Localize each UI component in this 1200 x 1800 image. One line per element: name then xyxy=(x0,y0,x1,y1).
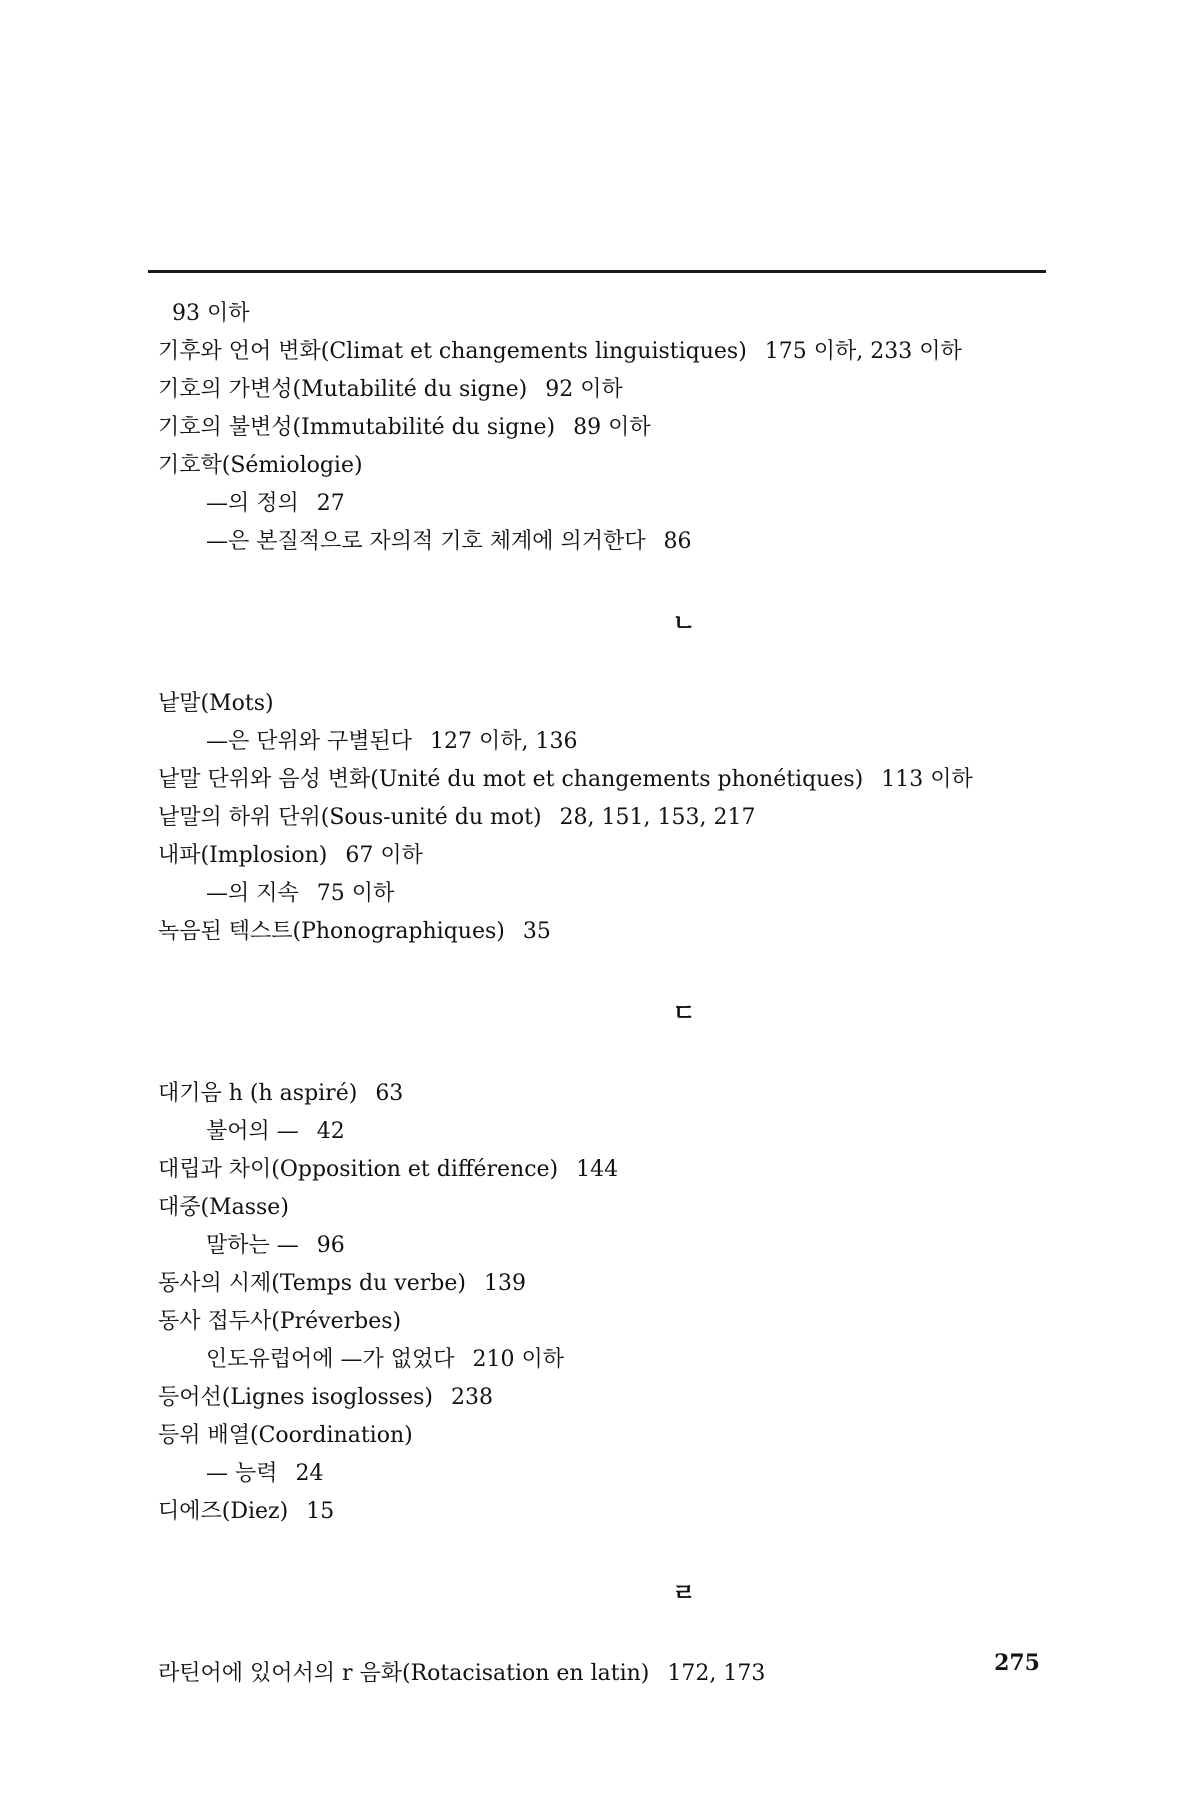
entry-term: 라틴어에 있어서의 r 음화(Rotacisation en latin) xyxy=(158,1661,650,1686)
subentry-term: 인도유럽어에 —가 없었다 xyxy=(206,1347,455,1372)
subentry-refs: 27 xyxy=(316,491,345,516)
section-heading-nieun: ㄴ xyxy=(672,609,696,637)
entry-term: 디에즈(Diez) xyxy=(158,1499,289,1524)
entry-term: 낱말의 하위 단위(Sous-unité du mot) xyxy=(158,805,542,830)
subentry-refs: 42 xyxy=(316,1119,345,1144)
entry-refs: 92 이하 xyxy=(545,377,623,402)
entry-refs: 28, 151, 153, 217 xyxy=(559,805,756,830)
index-entry xyxy=(158,1417,1058,1455)
index-entry xyxy=(158,837,1058,875)
subentry-term: —의 지속 xyxy=(206,881,299,906)
entry-refs: 113 이하 xyxy=(881,767,973,792)
index-subentry xyxy=(158,1113,1058,1151)
index-entry xyxy=(158,1075,1058,1113)
entry-term: 대중(Masse) xyxy=(158,1195,289,1220)
index-entry xyxy=(158,761,1058,799)
entry-term: 기호의 가변성(Mutabilité du signe) xyxy=(158,377,528,402)
index-entry xyxy=(158,1151,1058,1189)
section-heading-digeut: ㄷ xyxy=(672,999,696,1027)
subentry-term: 말하는 — xyxy=(206,1233,299,1258)
entry-term: 동사 접두사(Préverbes) xyxy=(158,1309,402,1334)
entry-term: 기호학(Sémiologie) xyxy=(158,453,363,478)
continued-entry xyxy=(158,295,1058,333)
index-entry xyxy=(158,913,1058,951)
entry-refs: 35 xyxy=(522,919,551,944)
entry-term: 녹음된 텍스트(Phonographiques) xyxy=(158,919,505,944)
entry-refs: 139 xyxy=(483,1271,526,1296)
entry-refs: 89 이하 xyxy=(573,415,651,440)
subentry-refs: 96 xyxy=(316,1233,345,1258)
subentry-refs: 127 이하, 136 xyxy=(430,729,578,754)
entry-term: 낱말 단위와 음성 변화(Unité du mot et changements phonétiques) xyxy=(158,767,864,792)
entry-term: 동사의 시제(Temps du verbe) xyxy=(158,1271,466,1296)
index-entry xyxy=(158,1265,1058,1303)
index-entry xyxy=(158,333,1058,371)
page-number: 275 xyxy=(994,1650,1040,1676)
subentry-term: 불어의 — xyxy=(206,1119,299,1144)
entry-term: 기호의 불변성(Immutabilité du signe) xyxy=(158,415,556,440)
subentry-refs: 24 xyxy=(295,1461,324,1486)
entry-term: 낱말(Mots) xyxy=(158,691,274,716)
subentry-term: —은 단위와 구별된다 xyxy=(206,729,413,754)
index-subentry xyxy=(158,523,1058,561)
index-entry xyxy=(158,371,1058,409)
index-subentry xyxy=(158,485,1058,523)
entry-refs: 238 xyxy=(450,1385,493,1410)
index-subentry xyxy=(158,875,1058,913)
continued-refs: 93 이하 xyxy=(172,301,250,326)
subentry-term: —의 정의 xyxy=(206,491,299,516)
entry-refs: 175 이하, 233 이하 xyxy=(764,339,962,364)
index-subentry xyxy=(158,1341,1058,1379)
index-subentry xyxy=(158,1227,1058,1265)
entry-refs: 67 이하 xyxy=(345,843,423,868)
entry-term: 등위 배열(Coordination) xyxy=(158,1423,413,1448)
entry-term: 대립과 차이(Opposition et différence) xyxy=(158,1157,559,1182)
entry-term: 기후와 언어 변화(Climat et changements linguistiques) xyxy=(158,339,747,364)
subentry-refs: 210 이하 xyxy=(472,1347,565,1372)
index-entry xyxy=(158,799,1058,837)
entry-term: 내파(Implosion) xyxy=(158,843,328,868)
entry-refs: 15 xyxy=(306,1499,335,1524)
subentry-refs: 86 xyxy=(663,529,692,554)
subentry-refs: 75 이하 xyxy=(316,881,395,906)
section-heading-rieul: ㄹ xyxy=(672,1579,696,1607)
index-entry xyxy=(158,685,1058,723)
index-content xyxy=(158,295,1058,1693)
entry-term: 등어선(Lignes isoglosses) xyxy=(158,1385,433,1410)
index-entry xyxy=(158,1655,1058,1693)
entry-refs: 172, 173 xyxy=(667,1661,766,1686)
index-entry xyxy=(158,1493,1058,1531)
subentry-term: — 능력 xyxy=(206,1461,278,1486)
index-entry xyxy=(158,409,1058,447)
index-entry xyxy=(158,447,1058,485)
subentry-term: —은 본질적으로 자의적 기호 체계에 의거한다 xyxy=(206,529,646,554)
index-entry xyxy=(158,1379,1058,1417)
index-subentry xyxy=(158,723,1058,761)
entry-refs: 63 xyxy=(375,1081,404,1106)
top-rule xyxy=(148,270,1046,273)
entry-refs: 144 xyxy=(576,1157,619,1182)
index-entry xyxy=(158,1303,1058,1341)
index-entry xyxy=(158,1189,1058,1227)
index-subentry xyxy=(158,1455,1058,1493)
entry-term: 대기음 h (h aspiré) xyxy=(158,1081,358,1106)
